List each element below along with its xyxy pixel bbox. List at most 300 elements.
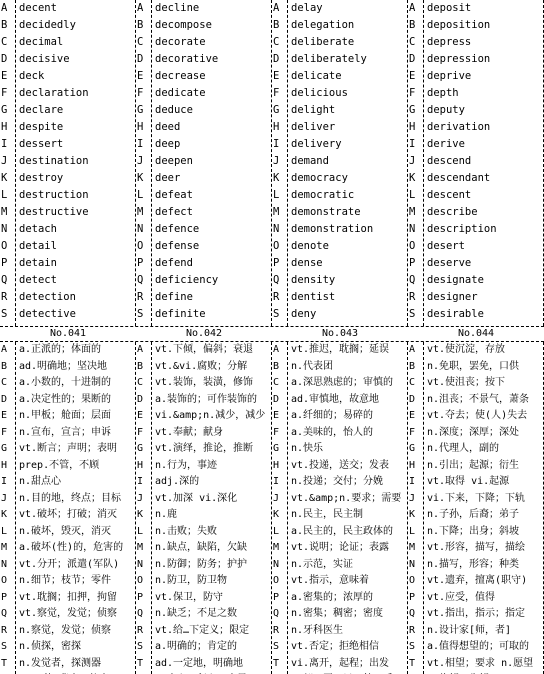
chinese-meaning: n.投递；交付；分娩 bbox=[291, 476, 384, 487]
word-row bbox=[272, 221, 408, 238]
meaning-row bbox=[272, 656, 408, 673]
meaning-row bbox=[136, 408, 272, 425]
word-row bbox=[136, 204, 272, 221]
english-word: deer bbox=[155, 172, 181, 184]
english-word: desirable bbox=[427, 308, 484, 320]
english-word: declare bbox=[19, 104, 64, 116]
meaning-row bbox=[0, 639, 136, 656]
word-row bbox=[0, 85, 136, 102]
row-letter: O bbox=[1, 575, 8, 586]
row-letter: C bbox=[1, 36, 8, 48]
word-row bbox=[272, 34, 408, 51]
chinese-meaning: vt.应受，值得 bbox=[427, 591, 496, 603]
row-letter: C bbox=[1, 377, 8, 388]
meaning-row bbox=[408, 392, 544, 409]
row-letter: E bbox=[1, 410, 8, 421]
meaning-row bbox=[272, 524, 408, 541]
word-row bbox=[408, 0, 544, 17]
chinese-meaning: n.设计家[师，者] bbox=[427, 624, 512, 636]
meaning-row bbox=[0, 507, 136, 524]
word-row bbox=[0, 102, 136, 119]
english-word: density bbox=[291, 274, 336, 286]
meaning-row bbox=[0, 359, 136, 376]
meaning-row bbox=[272, 425, 408, 442]
row-letter: O bbox=[273, 575, 280, 586]
row-letter: H bbox=[273, 121, 280, 133]
word-row bbox=[272, 136, 408, 153]
row-letter: C bbox=[137, 377, 144, 388]
chinese-meaning: a.深思熟虑的；审慎的 bbox=[291, 377, 394, 388]
row-letter: J bbox=[409, 492, 416, 504]
row-letter: R bbox=[409, 624, 416, 636]
row-letter: S bbox=[137, 641, 144, 652]
row-letter: K bbox=[137, 509, 144, 520]
row-letter: L bbox=[273, 189, 280, 201]
meaning-row bbox=[272, 606, 408, 623]
row-letter: B bbox=[273, 360, 280, 372]
meaning-row bbox=[272, 408, 408, 425]
english-word: defence bbox=[155, 223, 200, 235]
english-word: defect bbox=[155, 206, 193, 218]
word-row bbox=[272, 204, 408, 221]
meaning-row bbox=[408, 458, 544, 475]
row-letter: J bbox=[1, 155, 8, 167]
chinese-meaning: vt.保卫，防守 bbox=[155, 591, 224, 603]
english-word: deposition bbox=[427, 19, 491, 31]
row-letter: I bbox=[137, 138, 144, 150]
row-letter: E bbox=[273, 70, 280, 82]
chinese-meaning: n.民主，民主制 bbox=[291, 509, 364, 520]
row-letter: H bbox=[273, 459, 280, 471]
row-letter: O bbox=[137, 575, 144, 586]
chinese-meaning: n.描写，形容；种类 bbox=[427, 558, 520, 570]
row-letter: C bbox=[273, 36, 280, 48]
meaning-row bbox=[0, 342, 136, 359]
chinese-meaning: a.决定性的；果断的 bbox=[19, 393, 112, 405]
english-word: deck bbox=[19, 70, 45, 82]
row-letter: Q bbox=[409, 274, 416, 286]
row-letter: N bbox=[137, 223, 144, 235]
row-letter: T bbox=[1, 657, 8, 669]
row-letter: D bbox=[1, 53, 8, 65]
english-word: descent bbox=[427, 189, 472, 201]
row-letter: E bbox=[409, 70, 416, 82]
word-row bbox=[408, 306, 544, 323]
english-word: detach bbox=[19, 223, 57, 235]
row-letter: Q bbox=[1, 608, 8, 619]
meaning-row bbox=[408, 408, 544, 425]
meaning-row bbox=[408, 342, 544, 359]
english-word: delegation bbox=[291, 19, 355, 31]
chinese-meaning: vt.装饰，装潢，修饰 bbox=[155, 377, 254, 388]
meaning-row bbox=[272, 458, 408, 475]
chinese-meaning: n.侦探，密探 bbox=[19, 641, 82, 652]
word-column-3 bbox=[272, 0, 408, 326]
chinese-meaning: vt.断言；声明；表明 bbox=[19, 443, 118, 454]
english-word: delivery bbox=[291, 138, 342, 150]
meaning-row bbox=[136, 639, 272, 656]
row-letter: N bbox=[1, 558, 8, 570]
row-letter: Q bbox=[1, 274, 8, 286]
row-letter: G bbox=[273, 104, 280, 116]
word-row bbox=[136, 221, 272, 238]
english-word: defeat bbox=[155, 189, 193, 201]
chinese-meaning: n.下降；出身；斜坡 bbox=[427, 525, 520, 537]
chinese-meaning: vt.否定；拒绝相信 bbox=[291, 641, 380, 652]
word-row bbox=[408, 102, 544, 119]
row-letter: F bbox=[137, 87, 144, 99]
chinese-meaning: n.鹿 bbox=[155, 509, 178, 520]
word-row bbox=[272, 289, 408, 306]
meaning-row bbox=[408, 491, 544, 508]
group-number: No.044 bbox=[457, 328, 495, 339]
row-letter: I bbox=[273, 476, 280, 487]
word-row bbox=[408, 136, 544, 153]
row-letter: A bbox=[137, 344, 144, 355]
row-letter: L bbox=[1, 525, 8, 537]
row-letter: O bbox=[273, 240, 280, 252]
row-letter: J bbox=[137, 492, 144, 504]
row-letter: L bbox=[409, 189, 416, 201]
row-letter: E bbox=[137, 70, 144, 82]
row-letter: G bbox=[1, 104, 8, 116]
chinese-meaning: n.快乐 bbox=[291, 443, 324, 454]
word-row bbox=[408, 119, 544, 136]
word-row bbox=[408, 34, 544, 51]
row-letter: H bbox=[137, 121, 144, 133]
row-letter: B bbox=[1, 19, 8, 31]
meaning-row bbox=[0, 458, 136, 475]
english-word: deliver bbox=[291, 121, 336, 133]
chinese-meaning: vt.指出，指示；指定 bbox=[427, 608, 526, 619]
word-row bbox=[272, 102, 408, 119]
row-letter: N bbox=[1, 223, 8, 235]
row-letter: Q bbox=[273, 608, 280, 619]
row-letter: F bbox=[409, 87, 416, 99]
word-row bbox=[136, 102, 272, 119]
chinese-meaning: vt.耽搁；扣押，拘留 bbox=[19, 591, 118, 603]
group-number: No.041 bbox=[49, 328, 87, 339]
chinese-meaning: n.发觉者，探测器 bbox=[19, 657, 102, 669]
word-row bbox=[136, 51, 272, 68]
word-column-4 bbox=[408, 0, 544, 326]
meaning-row bbox=[272, 375, 408, 392]
english-word: detective bbox=[19, 308, 76, 320]
row-letter: P bbox=[409, 257, 416, 269]
chinese-meaning: vt.破坏；打破；消灭 bbox=[19, 509, 118, 520]
word-row bbox=[408, 153, 544, 170]
word-row bbox=[408, 85, 544, 102]
meaning-row bbox=[0, 474, 136, 491]
chinese-meaning: n.防御；防务；护护 bbox=[155, 558, 248, 570]
meaning-row bbox=[408, 540, 544, 557]
row-letter: O bbox=[409, 240, 416, 252]
meaning-row bbox=[136, 524, 272, 541]
meaning-row bbox=[0, 524, 136, 541]
row-letter: R bbox=[409, 291, 416, 303]
english-word: detain bbox=[19, 257, 57, 269]
english-word: desert bbox=[427, 240, 465, 252]
row-letter: N bbox=[409, 223, 416, 235]
row-letter: K bbox=[273, 172, 280, 184]
english-word: decisive bbox=[19, 53, 70, 65]
row-letter: G bbox=[137, 104, 144, 116]
chinese-meaning: a.明确的；肯定的 bbox=[155, 641, 238, 652]
english-word: deepen bbox=[155, 155, 193, 167]
meaning-row bbox=[408, 507, 544, 524]
word-row bbox=[0, 255, 136, 272]
english-word: destination bbox=[19, 155, 89, 167]
word-row bbox=[408, 221, 544, 238]
meaning-row bbox=[0, 540, 136, 557]
english-word: deliberately bbox=[291, 53, 367, 65]
word-row bbox=[136, 289, 272, 306]
row-letter: D bbox=[273, 53, 280, 65]
row-letter: I bbox=[1, 476, 8, 487]
english-word: deliberate bbox=[291, 36, 355, 48]
row-letter: J bbox=[1, 492, 8, 504]
row-letter: D bbox=[273, 393, 280, 405]
row-letter: R bbox=[137, 291, 144, 303]
chinese-meaning: vt.投递，送交；发表 bbox=[291, 459, 390, 471]
row-letter: E bbox=[273, 410, 280, 421]
row-letter: M bbox=[137, 542, 144, 553]
row-letter: H bbox=[409, 459, 416, 471]
chinese-meaning: n.密集；稠密；密度 bbox=[291, 608, 384, 619]
word-row bbox=[272, 306, 408, 323]
english-word: designate bbox=[427, 274, 484, 286]
meaning-row bbox=[136, 623, 272, 640]
row-letter: K bbox=[273, 509, 280, 520]
chinese-meaning: ad.明确地；坚决地 bbox=[19, 360, 108, 372]
row-letter: I bbox=[1, 138, 8, 150]
english-word: deny bbox=[291, 308, 317, 320]
meaning-row bbox=[0, 573, 136, 590]
chinese-meaning: vt.说明；论证；表露 bbox=[291, 542, 390, 553]
english-word: detail bbox=[19, 240, 57, 252]
row-letter: P bbox=[273, 257, 280, 269]
chinese-meaning: a.装饰的；可作装饰的 bbox=[155, 393, 258, 405]
word-row bbox=[0, 221, 136, 238]
word-row bbox=[136, 170, 272, 187]
chinese-meaning: a.纤细的；易碎的 bbox=[291, 410, 374, 421]
chinese-meaning: a.美味的，怡人的 bbox=[291, 426, 374, 438]
chinese-meaning: vt.加深 vi.深化 bbox=[155, 492, 238, 504]
english-word: delicious bbox=[291, 87, 348, 99]
chinese-meaning: n.缺点，缺陷，欠缺 bbox=[155, 542, 248, 553]
meaning-row bbox=[272, 639, 408, 656]
word-row bbox=[136, 238, 272, 255]
row-letter: G bbox=[409, 443, 416, 454]
row-letter: M bbox=[1, 206, 8, 218]
chinese-meaning: n.目的地，终点；目标 bbox=[19, 492, 122, 504]
meaning-row bbox=[136, 342, 272, 359]
row-letter: J bbox=[273, 492, 280, 504]
english-word: delight bbox=[291, 104, 336, 116]
chinese-meaning: vt.奉献；献身 bbox=[155, 426, 224, 438]
english-word: detection bbox=[19, 291, 76, 303]
chinese-meaning: vt.指示，意味着 bbox=[291, 575, 370, 586]
meaning-row bbox=[408, 441, 544, 458]
row-letter: Q bbox=[137, 274, 144, 286]
meaning-row bbox=[136, 507, 272, 524]
row-letter: A bbox=[273, 344, 280, 355]
english-word: declaration bbox=[19, 87, 89, 99]
row-letter: H bbox=[409, 121, 416, 133]
row-letter: S bbox=[1, 641, 8, 652]
english-word: derive bbox=[427, 138, 465, 150]
chinese-meaning: vi.下来，下降；下轨 bbox=[427, 492, 526, 504]
row-letter: L bbox=[137, 189, 144, 201]
meaning-row bbox=[136, 375, 272, 392]
chinese-meaning: vt.下倾，偏斜；衰退 bbox=[155, 344, 254, 355]
word-row bbox=[136, 272, 272, 289]
chinese-meaning: prep.不管，不顾 bbox=[19, 459, 100, 471]
english-word: descendant bbox=[427, 172, 491, 184]
row-letter: G bbox=[273, 443, 280, 454]
english-word: demand bbox=[291, 155, 329, 167]
row-letter: Q bbox=[137, 608, 144, 619]
word-column-1 bbox=[0, 0, 136, 326]
row-letter: F bbox=[137, 426, 144, 438]
row-letter: S bbox=[137, 308, 144, 320]
row-letter: S bbox=[409, 641, 416, 652]
word-row bbox=[0, 153, 136, 170]
chinese-meaning: n.甜点心 bbox=[19, 476, 62, 487]
row-letter: S bbox=[409, 308, 416, 320]
meaning-row bbox=[272, 392, 408, 409]
chinese-meaning: vt.夺去；使(人)失去 bbox=[427, 410, 528, 421]
meaning-row bbox=[272, 540, 408, 557]
word-row bbox=[136, 187, 272, 204]
english-word: depression bbox=[427, 53, 491, 65]
row-letter: P bbox=[1, 257, 8, 269]
meaning-row bbox=[136, 557, 272, 574]
group-number: No.043 bbox=[321, 328, 359, 339]
english-word: defend bbox=[155, 257, 193, 269]
chinese-meaning: n.行为，事迹 bbox=[155, 459, 218, 471]
row-letter: R bbox=[1, 624, 8, 636]
meaning-row bbox=[408, 656, 544, 673]
row-letter: E bbox=[1, 70, 8, 82]
word-row bbox=[136, 34, 272, 51]
row-letter: L bbox=[409, 525, 416, 537]
chinese-meaning: n.深度；深厚；深处 bbox=[427, 426, 520, 438]
meaning-row bbox=[0, 557, 136, 574]
english-word: descend bbox=[427, 155, 472, 167]
row-letter: M bbox=[137, 206, 144, 218]
group-number: No.042 bbox=[185, 328, 223, 339]
word-row bbox=[272, 17, 408, 34]
meaning-row bbox=[408, 639, 544, 656]
row-letter: K bbox=[409, 172, 416, 184]
chinese-meaning: vt.分开；派遣(军队) bbox=[19, 558, 120, 570]
english-word: decompose bbox=[155, 19, 212, 31]
word-row bbox=[408, 289, 544, 306]
row-letter: M bbox=[273, 206, 280, 218]
chinese-meaning: n.代表团 bbox=[291, 360, 334, 372]
row-letter: D bbox=[409, 393, 416, 405]
word-row bbox=[0, 0, 136, 17]
meaning-row bbox=[0, 392, 136, 409]
row-letter: P bbox=[137, 591, 144, 603]
chinese-meaning: n.牙科医生 bbox=[291, 624, 344, 636]
english-word: deed bbox=[155, 121, 181, 133]
meaning-row bbox=[136, 540, 272, 557]
meaning-row bbox=[272, 507, 408, 524]
row-letter: A bbox=[409, 344, 416, 355]
word-row bbox=[0, 119, 136, 136]
meaning-row bbox=[136, 656, 272, 673]
english-word: decimal bbox=[19, 36, 64, 48]
word-row bbox=[136, 306, 272, 323]
word-row bbox=[136, 68, 272, 85]
word-row bbox=[408, 204, 544, 221]
word-row bbox=[0, 272, 136, 289]
meaning-row bbox=[136, 606, 272, 623]
row-letter: K bbox=[1, 509, 8, 520]
row-letter: P bbox=[137, 257, 144, 269]
chinese-meaning: vt.使沉淀，存放 bbox=[427, 344, 506, 355]
english-word: depth bbox=[427, 87, 459, 99]
english-word: delay bbox=[291, 2, 323, 14]
row-letter: P bbox=[1, 591, 8, 603]
english-word: designer bbox=[427, 291, 478, 303]
meaning-row bbox=[408, 474, 544, 491]
meaning-row bbox=[136, 573, 272, 590]
english-word: demonstration bbox=[291, 223, 374, 235]
chinese-meaning: vi.&amp;n.减少，减少 bbox=[155, 410, 266, 421]
row-letter: A bbox=[1, 2, 8, 14]
row-letter: I bbox=[409, 138, 416, 150]
chinese-meaning: ad.审慎地，故意地 bbox=[291, 393, 380, 405]
row-letter: A bbox=[137, 2, 144, 14]
row-letter: I bbox=[273, 138, 280, 150]
row-letter: B bbox=[1, 360, 8, 372]
chinese-meaning: n.细节；枝节；零件 bbox=[19, 575, 112, 586]
english-word: description bbox=[427, 223, 497, 235]
meaning-row bbox=[136, 458, 272, 475]
chinese-meaning: a.小数的，十进制的 bbox=[19, 377, 112, 388]
meaning-row bbox=[0, 623, 136, 640]
word-row bbox=[272, 153, 408, 170]
row-letter: F bbox=[409, 426, 416, 438]
english-word: democratic bbox=[291, 189, 355, 201]
chinese-meaning: n.击败；失败 bbox=[155, 525, 218, 537]
meaning-row bbox=[0, 656, 136, 673]
chinese-meaning: vt.形容，描写，描绘 bbox=[427, 542, 526, 553]
row-letter: B bbox=[409, 360, 416, 372]
chinese-meaning: n.甲板；舱面；层面 bbox=[19, 410, 112, 421]
word-row bbox=[0, 51, 136, 68]
row-letter: R bbox=[273, 291, 280, 303]
meaning-column-4 bbox=[408, 342, 544, 674]
word-row bbox=[0, 136, 136, 153]
word-row bbox=[0, 170, 136, 187]
chinese-meaning: vt.取得 vi.起源 bbox=[427, 476, 510, 487]
word-row bbox=[272, 68, 408, 85]
row-letter: B bbox=[137, 19, 144, 31]
chinese-meaning: a.正派的；体面的 bbox=[19, 344, 102, 355]
row-letter: D bbox=[409, 53, 416, 65]
word-row bbox=[272, 170, 408, 187]
word-row bbox=[272, 51, 408, 68]
english-word: decent bbox=[19, 2, 57, 14]
row-letter: J bbox=[273, 155, 280, 167]
word-row bbox=[0, 187, 136, 204]
row-letter: F bbox=[1, 87, 8, 99]
row-letter: L bbox=[1, 189, 8, 201]
